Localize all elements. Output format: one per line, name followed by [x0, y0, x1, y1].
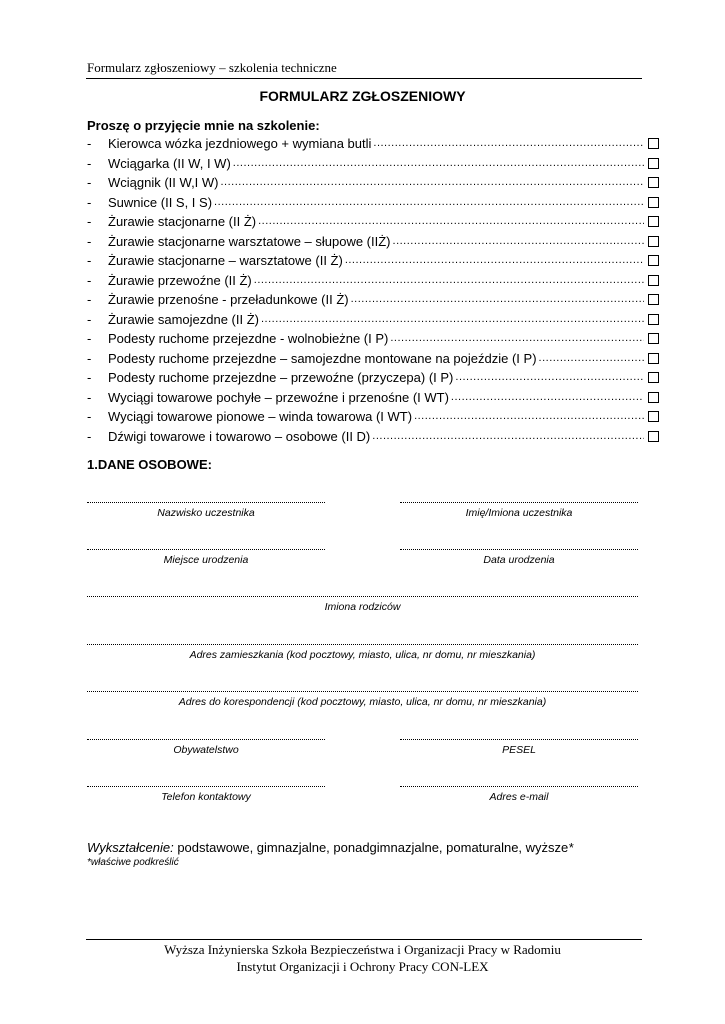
footer-line-2: Instytut Organizacji i Ochrony Pracy CON-LEX: [236, 959, 489, 974]
dotted-leader: [390, 329, 644, 349]
parents-field[interactable]: [87, 584, 638, 613]
birthplace-caption: Miejsce urodzenia: [163, 554, 249, 566]
education-note: *właściwe podkreślić: [87, 857, 179, 868]
course-checkbox[interactable]: [648, 353, 659, 364]
email-line[interactable]: [400, 774, 638, 787]
course-bullet: -: [87, 350, 92, 366]
footer-line-1: Wyższa Inżynierska Szkoła Bezpieczeństwa i Organizacji Pracy w Radomiu: [164, 942, 561, 957]
section-personal-data-title: 1.DANE OSOBOWE:: [87, 457, 212, 472]
course-item: [87, 368, 659, 388]
course-label: Żurawie stacjonarne – warsztatowe (II Ż): [108, 253, 343, 268]
course-bullet: -: [87, 311, 92, 327]
course-label: Wciągnik (II W,I W): [108, 175, 219, 190]
course-item: [87, 290, 659, 310]
course-checkbox[interactable]: [648, 411, 659, 422]
course-label: Wciągarka (II W, I W): [108, 155, 231, 171]
correspondence-line[interactable]: [87, 679, 638, 692]
course-item: [87, 173, 659, 193]
course-label: Suwnice (II S, I S): [108, 194, 213, 210]
pesel-caption: PESEL: [502, 744, 536, 756]
course-label: Żurawie samojezdne (II Ż): [108, 311, 259, 327]
course-item: [87, 407, 659, 427]
address-caption: Adres zamieszkania (kod pocztowy, miasto, ulica, nr domu, nr mieszkania): [189, 649, 536, 661]
surname-caption: Nazwisko uczestnika: [157, 507, 255, 519]
course-bullet: -: [87, 370, 92, 385]
form-title: FORMULARZ ZGŁOSZENIOWY: [259, 88, 466, 104]
correspondence-field[interactable]: [87, 679, 638, 708]
course-checkbox[interactable]: [648, 197, 659, 208]
course-label: Podesty ruchome przejezdne – przewoźne (przyczepa) (I P): [108, 370, 454, 385]
parents-caption: Imiona rodziców: [324, 601, 401, 613]
course-item: [87, 193, 659, 213]
surname-field[interactable]: [87, 490, 325, 519]
birthdate-caption: Data urodzenia: [483, 554, 555, 566]
dotted-leader: [254, 271, 644, 291]
course-list: [87, 134, 659, 446]
citizenship-line[interactable]: [87, 727, 325, 740]
education-asterisk: *: [568, 840, 574, 855]
phone-caption: Telefon kontaktowy: [161, 791, 251, 803]
course-checkbox[interactable]: [648, 333, 659, 344]
first-names-caption: Imię/Imiona uczestnika: [465, 507, 573, 519]
birthdate-line[interactable]: [400, 537, 638, 550]
address-line[interactable]: [87, 632, 638, 645]
course-item: [87, 427, 659, 447]
course-label: Podesty ruchome przejezdne – samojezdne montowane na pojeździe (I P): [108, 350, 537, 366]
course-bullet: -: [87, 155, 92, 171]
course-label: Żurawie stacjonarne (II Ż): [108, 214, 257, 229]
course-bullet: -: [87, 292, 92, 307]
course-bullet: -: [87, 214, 92, 229]
course-checkbox[interactable]: [648, 255, 659, 266]
education-label: Wykształcenie:: [87, 840, 174, 855]
course-label: Żurawie przewoźne (II Ż): [108, 272, 252, 288]
course-label: Żurawie przenośne - przeładunkowe (II Ż): [108, 292, 349, 307]
dotted-leader: [221, 173, 645, 193]
course-checkbox[interactable]: [648, 275, 659, 286]
parents-line[interactable]: [87, 584, 638, 597]
dotted-leader: [214, 193, 644, 213]
course-checkbox[interactable]: [648, 372, 659, 383]
course-bullet: -: [87, 194, 92, 210]
course-checkbox[interactable]: [648, 158, 659, 169]
course-item: [87, 310, 659, 330]
pesel-line[interactable]: [400, 727, 638, 740]
dotted-leader: [373, 134, 644, 154]
header-divider: [86, 78, 642, 79]
dotted-leader: [539, 349, 644, 369]
address-field[interactable]: [87, 632, 638, 661]
course-item: [87, 388, 659, 408]
course-item: [87, 329, 659, 349]
dotted-leader: [261, 310, 644, 330]
course-label: Kierowca wózka jezdniowego + wymiana butli: [108, 136, 372, 151]
course-checkbox[interactable]: [648, 314, 659, 325]
phone-field[interactable]: [87, 774, 325, 803]
course-bullet: -: [87, 331, 92, 346]
course-item: [87, 134, 659, 154]
course-label: Dźwigi towarowe i towarowo – osobowe (II D): [108, 428, 371, 444]
dotted-leader: [258, 212, 644, 232]
education-line: [87, 840, 573, 855]
course-item: [87, 212, 659, 232]
course-checkbox[interactable]: [648, 216, 659, 227]
course-bullet: -: [87, 175, 92, 190]
course-checkbox[interactable]: [648, 177, 659, 188]
surname-line[interactable]: [87, 490, 325, 503]
course-checkbox[interactable]: [648, 294, 659, 305]
course-bullet: -: [87, 409, 92, 424]
email-caption: Adres e-mail: [489, 791, 549, 803]
course-bullet: -: [87, 136, 92, 151]
course-label: Żurawie stacjonarne warsztatowe – słupowe (IIŻ): [108, 233, 391, 249]
dotted-leader: [455, 368, 644, 388]
birthplace-field[interactable]: [87, 537, 325, 566]
course-bullet: -: [87, 389, 92, 405]
education-options[interactable]: podstawowe, gimnazjalne, ponadgimnazjalne, pomaturalne, wyższe: [173, 840, 569, 855]
course-item: [87, 251, 659, 271]
dotted-leader: [414, 407, 644, 427]
dotted-leader: [372, 427, 644, 447]
course-label: Wyciągi towarowe pochyłe – przewoźne i przenośne (I WT): [108, 389, 449, 405]
phone-line[interactable]: [87, 774, 325, 787]
course-item: [87, 271, 659, 291]
course-label: Podesty ruchome przejezdne - wolnobieżne (I P): [108, 331, 389, 346]
correspondence-caption: Adres do korespondencji (kod pocztowy, miasto, ulica, nr domu, nr mieszkania): [178, 696, 547, 708]
course-item: [87, 232, 659, 252]
course-label: Wyciągi towarowe pionowe – winda towarowa (I WT): [108, 409, 413, 424]
footer-divider: [86, 939, 642, 940]
email-field[interactable]: [400, 774, 638, 803]
course-bullet: -: [87, 233, 92, 249]
dotted-leader: [393, 232, 644, 252]
birthplace-line[interactable]: [87, 537, 325, 550]
first-names-field[interactable]: [400, 490, 638, 519]
course-item: [87, 154, 659, 174]
course-bullet: -: [87, 272, 92, 288]
dotted-leader: [451, 388, 644, 408]
pesel-field[interactable]: [400, 727, 638, 756]
dotted-leader: [351, 290, 644, 310]
course-item: [87, 349, 659, 369]
birthdate-field[interactable]: [400, 537, 638, 566]
course-bullet: -: [87, 253, 92, 268]
citizenship-field[interactable]: [87, 727, 325, 756]
course-bullet: -: [87, 428, 92, 444]
dotted-leader: [233, 154, 644, 174]
citizenship-caption: Obywatelstwo: [173, 744, 239, 756]
course-checkbox[interactable]: [648, 138, 659, 149]
first-names-line[interactable]: [400, 490, 638, 503]
page-header: Formularz zgłoszeniowy – szkolenia techniczne: [87, 60, 337, 75]
course-checkbox[interactable]: [648, 431, 659, 442]
dotted-leader: [345, 251, 644, 271]
course-checkbox[interactable]: [648, 392, 659, 403]
intro-text: Proszę o przyjęcie mnie na szkolenie:: [87, 118, 320, 133]
course-checkbox[interactable]: [648, 236, 659, 247]
